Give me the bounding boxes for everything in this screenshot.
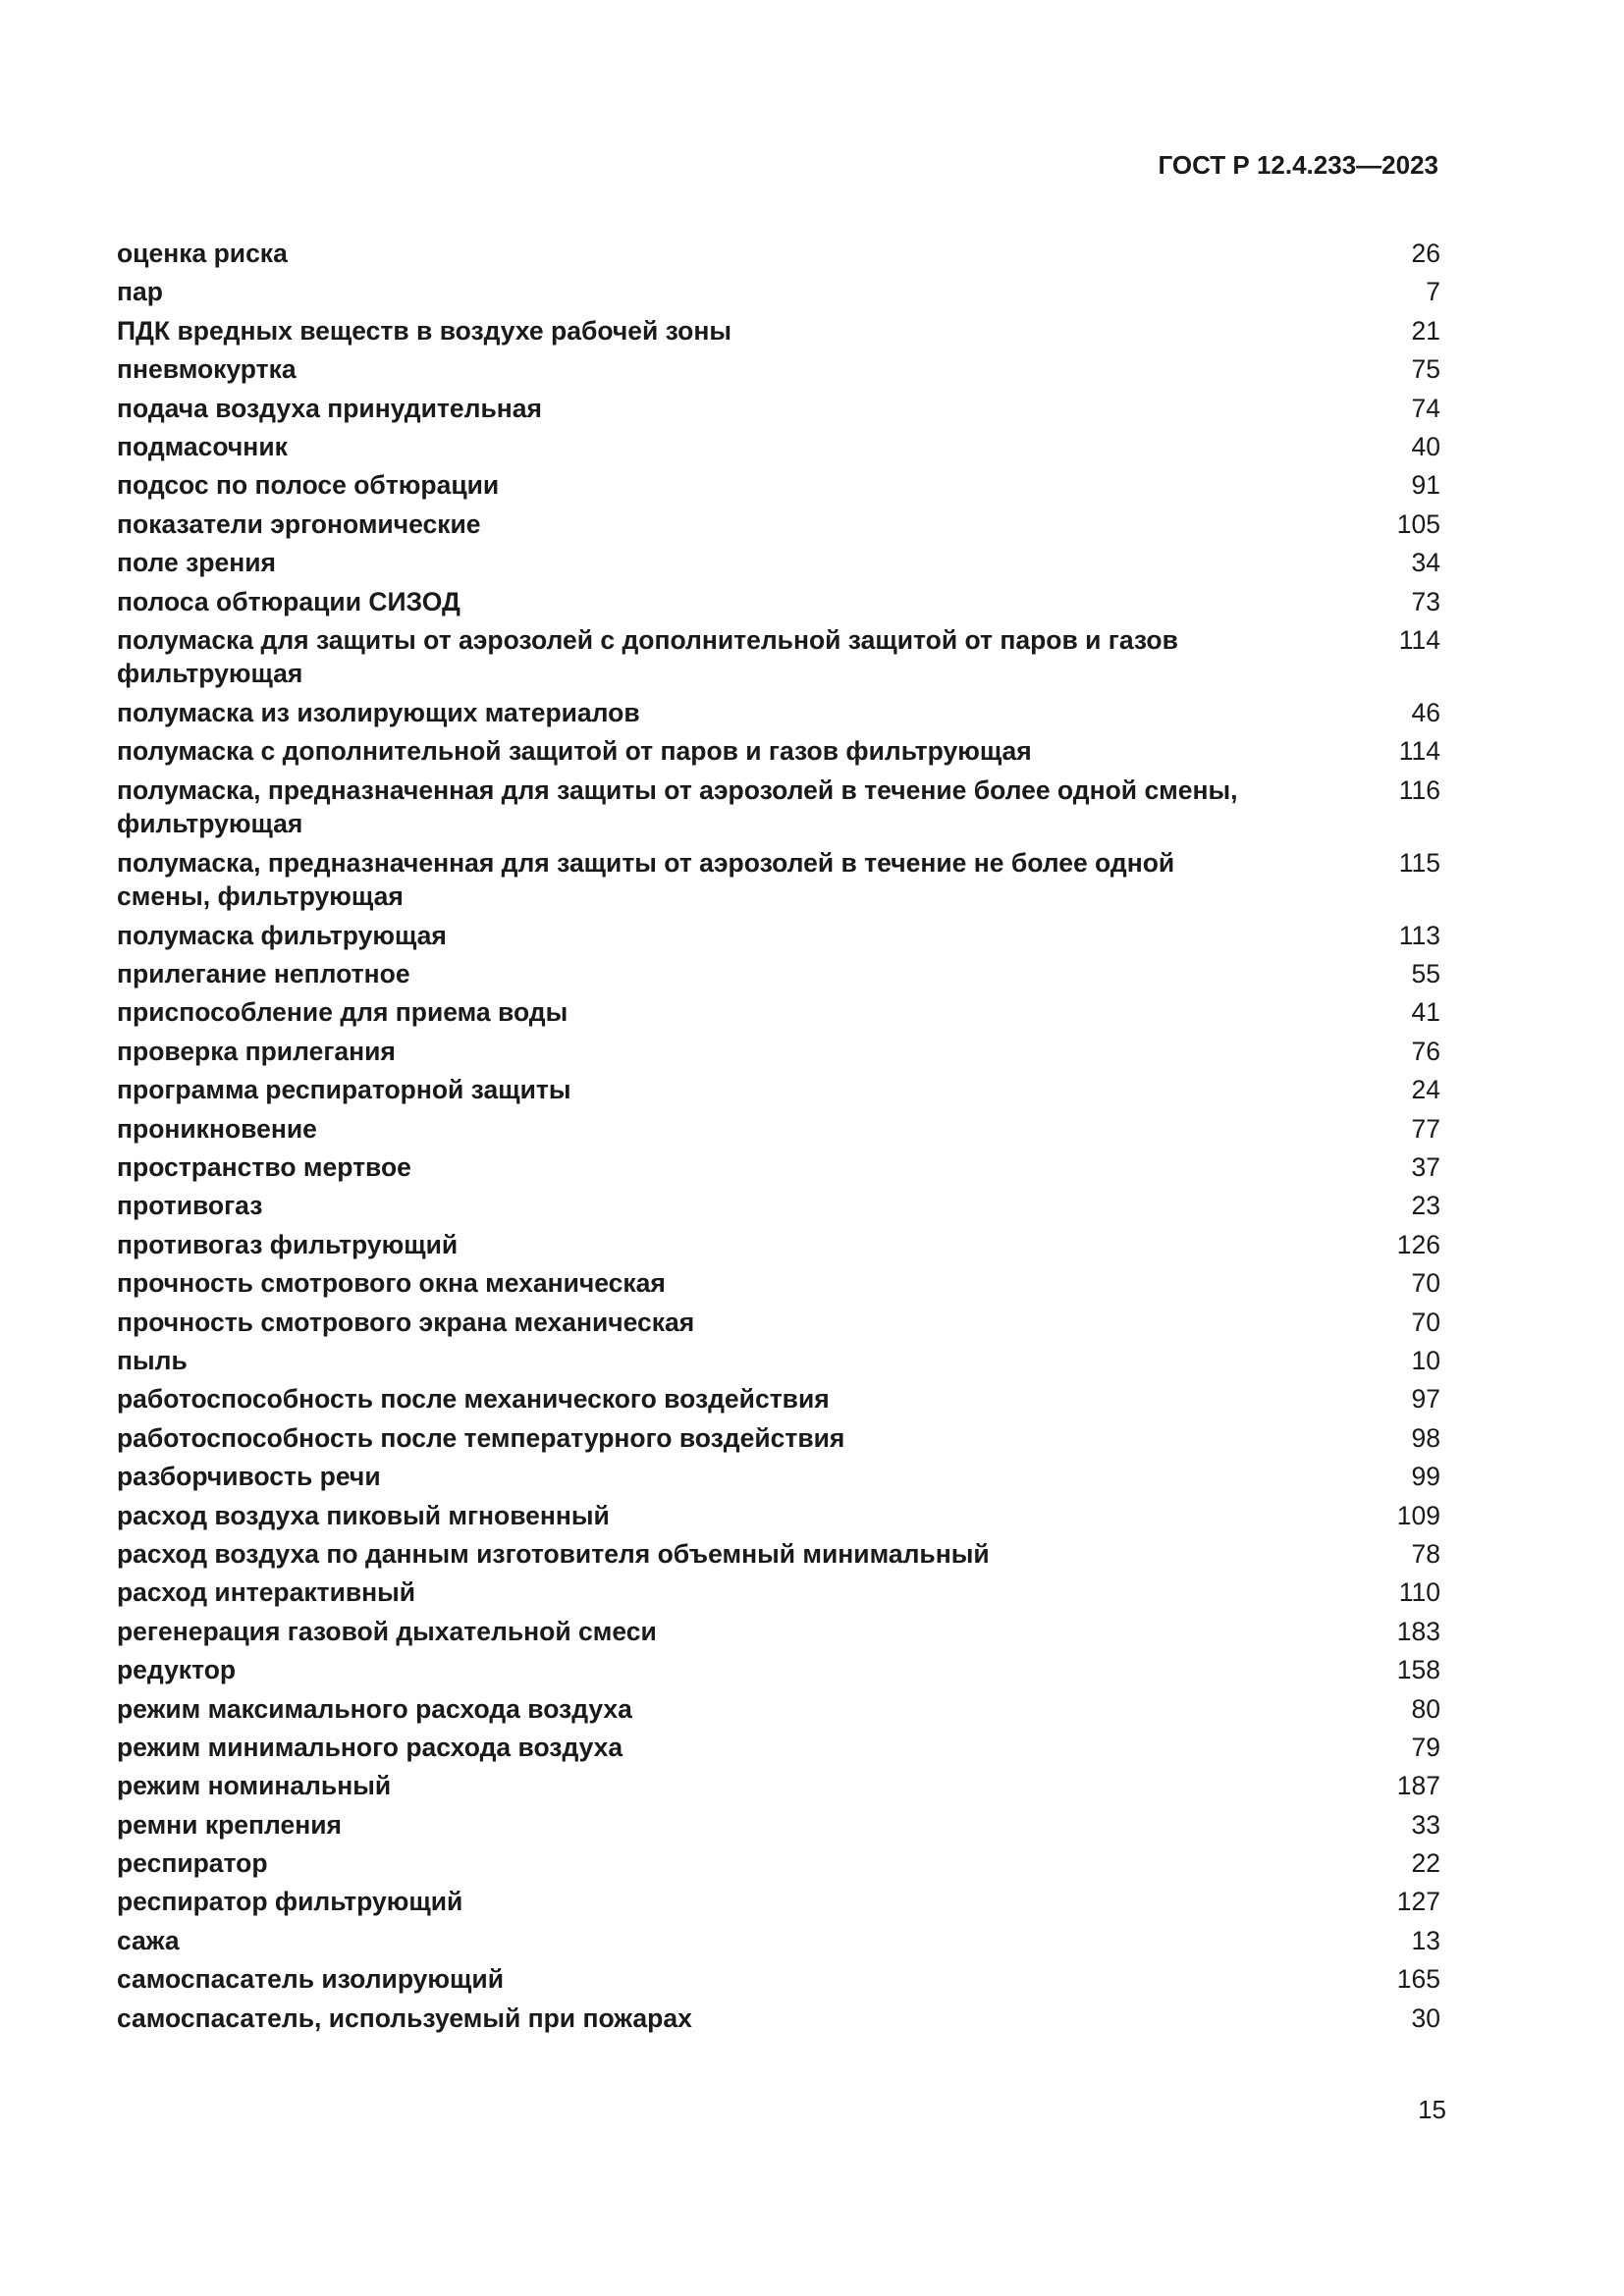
- index-term-number: 183: [1396, 1616, 1440, 1646]
- index-term: проверка прилегания: [117, 1036, 396, 1066]
- index-entry: [117, 1690, 1440, 1729]
- index-term: пыль: [117, 1345, 188, 1375]
- index-term: респиратор: [117, 1848, 268, 1879]
- index-term-number: 91: [1411, 470, 1440, 501]
- index-entry: [117, 1419, 1440, 1458]
- index-term-number: 75: [1411, 354, 1440, 385]
- index-term-number: 55: [1411, 959, 1440, 989]
- index-term: расход интерактивный: [117, 1577, 416, 1608]
- index-entry: [117, 390, 1440, 428]
- index-term: самоспасатель, используемый при пожарах: [117, 2002, 692, 2033]
- index-entry: [117, 1304, 1440, 1342]
- index-entry: [117, 1148, 1440, 1187]
- index-entry: [117, 466, 1440, 505]
- index-entry: [117, 993, 1440, 1032]
- index-entry: [117, 583, 1440, 621]
- index-term-number: 116: [1398, 774, 1440, 805]
- index-term: ремни крепления: [117, 1809, 343, 1840]
- index-term: полоса обтюрации СИЗОД: [117, 586, 460, 616]
- index-term: пар: [117, 277, 163, 307]
- index-entry: [117, 1806, 1440, 1844]
- index-term-number: 24: [1411, 1075, 1440, 1105]
- index-term-number: 74: [1411, 393, 1440, 423]
- index-entry: [117, 350, 1440, 389]
- index-entry: [117, 506, 1440, 544]
- index-term-number: 46: [1411, 697, 1440, 727]
- index-entry: [117, 955, 1440, 993]
- index-term-number: 10: [1411, 1345, 1440, 1375]
- index-term-number: 41: [1411, 997, 1440, 1028]
- document-code-header: ГОСТ Р 12.4.233—2023: [1158, 150, 1438, 180]
- index-term-number: 79: [1411, 1732, 1440, 1762]
- index-term: программа респираторной защиты: [117, 1075, 571, 1105]
- index-term: работоспособность после температурного воздействия: [117, 1422, 845, 1453]
- index-entry: [117, 694, 1440, 732]
- index-term-number: 99: [1411, 1462, 1440, 1492]
- index-term-number: 114: [1398, 736, 1440, 767]
- alphabetical-index-list: [117, 235, 1440, 2038]
- index-term-number: 114: [1398, 624, 1440, 655]
- index-term-number: 73: [1411, 586, 1440, 616]
- index-term: сажа: [117, 1925, 180, 1955]
- index-term-number: 97: [1411, 1384, 1440, 1415]
- index-term: прилегание неплотное: [117, 959, 410, 989]
- index-entry: [117, 1651, 1440, 1689]
- index-entry: [117, 1380, 1440, 1418]
- index-term-number: 70: [1411, 1268, 1440, 1299]
- index-term: противогаз фильтрующий: [117, 1229, 459, 1259]
- index-term-number: 76: [1411, 1036, 1440, 1066]
- index-term: оценка риска: [117, 239, 288, 268]
- page-number: 15: [1418, 2095, 1446, 2124]
- index-term-number: 34: [1411, 548, 1440, 578]
- index-entry: [117, 428, 1440, 466]
- index-term-number: 109: [1396, 1500, 1440, 1530]
- index-term: ПДК вредных веществ в воздухе рабочей зоны: [117, 315, 731, 346]
- index-entry: [117, 1922, 1440, 1960]
- index-term: прочность смотрового окна механическая: [117, 1268, 666, 1299]
- index-term-number: 23: [1411, 1191, 1440, 1221]
- index-entry: [117, 1458, 1440, 1496]
- index-term: разборчивость речи: [117, 1462, 381, 1492]
- index-entry: [117, 1535, 1440, 1574]
- index-term: противогаз: [117, 1191, 263, 1221]
- index-term-number: 187: [1396, 1771, 1440, 1801]
- index-term-number: 77: [1411, 1113, 1440, 1144]
- index-term: режим минимального расхода воздуха: [117, 1732, 623, 1762]
- index-term-number: 98: [1411, 1422, 1440, 1453]
- index-term-number: 113: [1398, 920, 1440, 950]
- index-entry: [117, 273, 1440, 311]
- index-term: полумаска для защиты от аэрозолей с дополнительной защитой от паров и газов фильтрующая: [117, 624, 1178, 688]
- index-term: пространство мертвое: [117, 1152, 411, 1183]
- index-term-number: 70: [1411, 1307, 1440, 1337]
- index-term-number: 7: [1426, 277, 1440, 307]
- index-term: полумаска из изолирующих материалов: [117, 697, 640, 727]
- index-entry: [117, 1574, 1440, 1612]
- index-entry: [117, 772, 1440, 844]
- index-term: полумаска, предназначенная для защиты от аэрозолей в течение более одной смены, фильтрующая: [117, 774, 1238, 838]
- index-entry: [117, 1883, 1440, 1921]
- index-entry: [117, 235, 1440, 273]
- index-entry: [117, 1767, 1440, 1805]
- index-term: респиратор фильтрующий: [117, 1887, 463, 1917]
- index-entry: [117, 1342, 1440, 1380]
- index-term-number: 115: [1398, 847, 1440, 878]
- index-entry: [117, 1187, 1440, 1225]
- index-entry: [117, 917, 1440, 955]
- index-term-number: 80: [1411, 1693, 1440, 1724]
- index-entry: [117, 312, 1440, 350]
- index-term-number: 110: [1398, 1577, 1440, 1608]
- index-term-number: 40: [1411, 431, 1440, 461]
- index-entry: [117, 2000, 1440, 2038]
- index-entry: [117, 1613, 1440, 1651]
- index-term: подача воздуха принудительная: [117, 393, 542, 423]
- index-term: работоспособность после механического воздействия: [117, 1384, 830, 1415]
- index-term-number: 30: [1411, 2002, 1440, 2033]
- index-term: режим максимального расхода воздуха: [117, 1693, 632, 1724]
- index-term: расход воздуха по данным изготовителя объемный минимальный: [117, 1538, 990, 1569]
- index-term: полумаска фильтрующая: [117, 920, 447, 950]
- index-term: редуктор: [117, 1655, 237, 1685]
- index-term-number: 158: [1396, 1655, 1440, 1685]
- index-term: самоспасатель изолирующий: [117, 1964, 504, 1995]
- index-entry: [117, 1497, 1440, 1535]
- index-term-number: 37: [1411, 1152, 1440, 1183]
- index-term: полумаска с дополнительной защитой от паров и газов фильтрующая: [117, 736, 1032, 767]
- index-term: полумаска, предназначенная для защиты от аэрозолей в течение не более одной смены, фильтрующая: [117, 847, 1175, 911]
- index-entry: [117, 621, 1440, 694]
- index-term: пневмокуртка: [117, 354, 297, 385]
- index-entry: [117, 732, 1440, 771]
- index-term-number: 105: [1396, 508, 1440, 539]
- index-entry: [117, 1264, 1440, 1303]
- index-entry: [117, 1033, 1440, 1071]
- index-entry: [117, 1844, 1440, 1883]
- index-term-number: 127: [1396, 1887, 1440, 1917]
- index-term: режим номинальный: [117, 1771, 392, 1801]
- index-term: прочность смотрового экрана механическая: [117, 1307, 695, 1337]
- index-entry: [117, 1110, 1440, 1148]
- index-entry: [117, 1960, 1440, 1999]
- index-term: подсос по полосе обтюрации: [117, 470, 500, 501]
- index-term: поле зрения: [117, 548, 276, 578]
- index-term-number: 33: [1411, 1809, 1440, 1840]
- index-term-number: 13: [1411, 1925, 1440, 1955]
- index-term: приспособление для приема воды: [117, 997, 568, 1028]
- index-term: расход воздуха пиковый мгновенный: [117, 1500, 610, 1530]
- index-entry: [117, 1729, 1440, 1767]
- index-entry: [117, 844, 1440, 917]
- index-term: регенерация газовой дыхательной смеси: [117, 1616, 657, 1646]
- index-term: подмасочник: [117, 431, 288, 461]
- index-term-number: 78: [1411, 1538, 1440, 1569]
- index-term-number: 165: [1396, 1964, 1440, 1995]
- index-term-number: 22: [1411, 1848, 1440, 1879]
- index-term-number: 26: [1411, 239, 1440, 268]
- index-term: показатели эргономические: [117, 508, 481, 539]
- index-entry: [117, 544, 1440, 582]
- index-entry: [117, 1226, 1440, 1264]
- index-term-number: 21: [1411, 315, 1440, 346]
- index-term-number: 126: [1396, 1229, 1440, 1259]
- index-term: проникновение: [117, 1113, 317, 1144]
- index-entry: [117, 1071, 1440, 1109]
